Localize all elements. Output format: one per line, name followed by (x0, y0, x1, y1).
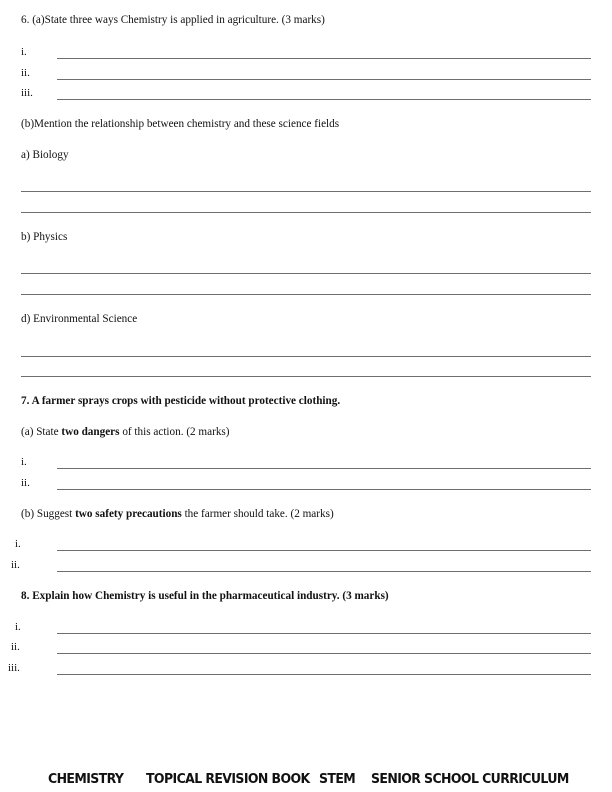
answer-line-6a-i[interactable] (57, 58, 591, 59)
answer-line-7b-i[interactable] (57, 550, 591, 551)
footer-book: TOPICAL REVISION BOOK (146, 770, 310, 787)
field-label-biology: a) Biology (21, 149, 69, 161)
question-6b-prompt: (b)Mention the relationship between chemistry and these science fields (21, 118, 340, 130)
answer-label-8-ii: ii. (11, 641, 20, 653)
answer-line-8-iii[interactable] (57, 674, 591, 675)
answer-label-7b-i: i. (15, 538, 21, 550)
answer-line-biology-2[interactable] (21, 212, 591, 213)
question-7a-emphasis: two dangers (61, 426, 120, 438)
answer-line-8-ii[interactable] (57, 653, 591, 654)
answer-label-7a-i: i. (21, 456, 27, 468)
answer-line-7b-ii[interactable] (57, 571, 591, 572)
answer-line-7a-i[interactable] (57, 468, 591, 469)
answer-label-6a-ii: ii. (21, 67, 30, 79)
answer-label-7a-ii: ii. (21, 477, 30, 489)
question-7a-suffix: of this action. (2 marks) (119, 426, 230, 438)
question-7a-prompt (21, 426, 230, 439)
answer-line-7a-ii[interactable] (57, 489, 591, 490)
answer-line-environmental-2[interactable] (21, 376, 591, 377)
question-7a-prefix: (a) State (21, 426, 62, 438)
footer-stream: STEM (319, 770, 356, 787)
answer-line-6a-ii[interactable] (57, 79, 591, 80)
answer-line-environmental-1[interactable] (21, 356, 591, 357)
question-7b-emphasis: two safety precautions (75, 508, 182, 520)
answer-line-physics-1[interactable] (21, 273, 591, 274)
question-7-title: 7. A farmer sprays crops with pesticide without protective clothing. (21, 395, 341, 407)
question-8-title: 8. Explain how Chemistry is useful in the pharmaceutical industry. (3 marks) (21, 590, 389, 602)
answer-line-6a-iii[interactable] (57, 99, 591, 100)
footer-subject: CHEMISTRY (48, 770, 124, 787)
question-7b-suffix: the farmer should take. (2 marks) (181, 508, 334, 520)
question-7b-prefix: (b) Suggest (21, 508, 76, 520)
question-7b-prompt (21, 508, 334, 521)
footer-curriculum: SENIOR SCHOOL CURRICULUM (371, 770, 569, 787)
answer-line-8-i[interactable] (57, 633, 591, 634)
field-label-environmental-science: d) Environmental Science (21, 313, 138, 325)
answer-line-biology-1[interactable] (21, 191, 591, 192)
answer-label-8-i: i. (15, 621, 21, 633)
answer-label-6a-i: i. (21, 46, 27, 58)
answer-label-8-iii: iii. (8, 662, 20, 674)
field-label-physics: b) Physics (21, 231, 68, 243)
question-6a-prompt: 6. (a)State three ways Chemistry is applied in agriculture. (3 marks) (21, 14, 325, 26)
answer-label-7b-ii: ii. (11, 559, 20, 571)
answer-label-6a-iii: iii. (21, 87, 33, 99)
answer-line-physics-2[interactable] (21, 294, 591, 295)
